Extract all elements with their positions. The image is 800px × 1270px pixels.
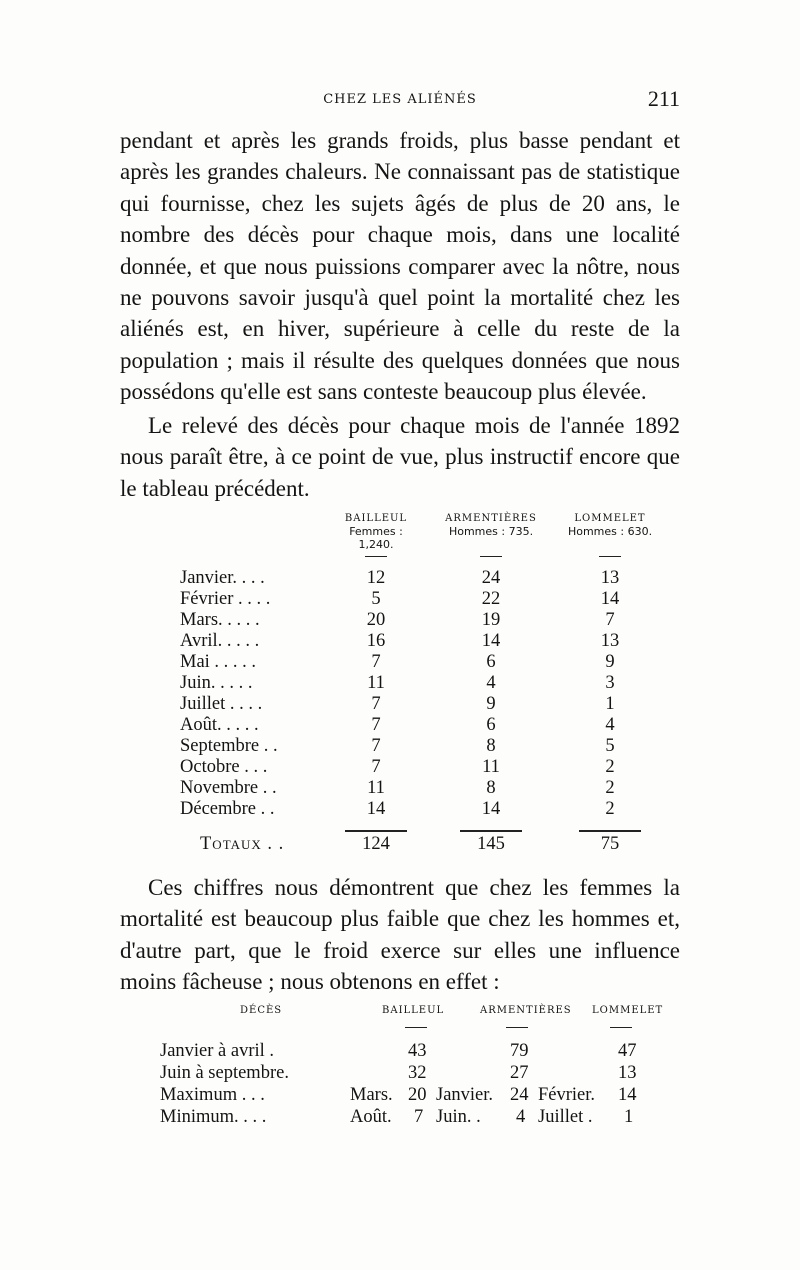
cell-armentieres: 11 [482,757,500,777]
cell-lommelet: 2 [605,757,615,777]
column-population: Hommes : 630. [567,525,653,538]
running-title: CHEZ LES ALIÉNÉS [323,92,477,107]
cell-lommelet: 4 [605,715,615,735]
minimum-row [160,1106,680,1128]
summary-row [160,1062,680,1084]
cell-bailleul: 16 [366,631,386,651]
cell-armentieres: 24 [481,568,501,588]
cell-armentieres: 6 [486,652,496,672]
month-bailleul: Août. [350,1107,392,1127]
table-row [170,778,650,799]
header-lommelet: LOMMELET [592,1005,664,1016]
cell-armentieres: 79 [510,1041,529,1061]
month-label: Avril. . . . . [180,631,260,651]
header-dash [365,556,387,557]
header-dash [506,1027,528,1028]
month-label: Mars. . . . . [180,610,260,630]
table-row [170,652,650,673]
column-header-bailleul [340,512,412,551]
table-row [170,631,650,652]
cell-bailleul: 7 [414,1107,424,1127]
totals-rule [460,830,522,832]
column-header-lommelet [562,512,658,538]
cell-bailleul: 12 [366,568,386,588]
month-armentieres: Janvier. [436,1085,494,1105]
total-lommelet: 75 [600,834,620,854]
cell-armentieres: 24 [510,1085,529,1105]
cell-bailleul: 7 [371,652,381,672]
column-population: Femmes : 1,240. [349,525,403,551]
cell-lommelet: 1 [605,694,615,714]
month-label: Février . . . . [180,589,271,609]
cell-lommelet: 13 [600,568,620,588]
month-bailleul: Mars. [350,1085,393,1105]
cell-bailleul: 20 [408,1085,427,1105]
cell-armentieres: 6 [486,715,496,735]
paragraph-text: Le relevé des décès pour chaque mois de l'année 1892 nous paraît être, à ce point de vue, plus instructif encore que le tableau précédent. [120,413,680,501]
cell-bailleul: 5 [371,589,381,609]
total-bailleul: 124 [362,834,390,854]
header-dash [599,556,621,557]
table-row [170,694,650,715]
table-row [170,715,650,736]
header-armentieres: ARMENTIÈRES [480,1005,572,1016]
paragraph-text: pendant et après les grands froids, plus basse pendant et après les grandes chaleurs. Ne connaissant pas de statistique qui fournisse, chez les sujets âgés de plus de 20 ans, le nombre des décès pour chaque mois, dans une localité donnée, et que nous puissions comparer avec la nôtre, nous ne pouvons savoir jusqu'à quel point la mortalité chez les aliénés est, en hiver, supérieure à celle du reste de la population ; mais il résulte des quelques données que nous possédons qu'elle est sans conteste beaucoup plus élevée. [120,128,680,405]
summary-row [160,1040,680,1062]
cell-armentieres: 19 [481,610,501,630]
header-dash [405,1027,427,1028]
month-armentieres: Juin. . [436,1107,481,1127]
cell-armentieres: 22 [481,589,501,609]
cell-bailleul: 20 [366,610,386,630]
cell-lommelet: 5 [605,736,615,756]
cell-lommelet: 1 [624,1107,634,1127]
cell-bailleul: 32 [408,1063,427,1083]
cell-bailleul: 11 [367,673,385,693]
cell-lommelet: 14 [600,589,620,609]
cell-armentieres: 8 [486,778,496,798]
table-row [170,610,650,631]
month-label: Juin. . . . . [180,673,253,693]
cell-lommelet: 13 [618,1063,637,1083]
month-label: Mai . . . . . [180,652,257,672]
cell-lommelet: 2 [605,799,615,819]
month-label: Décembre . . [180,799,275,819]
row-label: Minimum. . . . [160,1107,267,1127]
column-name: ARMENTIÈRES [445,513,537,524]
cell-lommelet: 2 [605,778,615,798]
paragraph-text: Ces chiffres nous démontrent que chez les femmes la mortalité est beaucoup plus faible que chez les hommes et, d'autre part, que le froid exerce sur elles une influence moins fâcheuse ; nous obtenons en effet : [120,875,680,995]
header-dash [480,556,502,557]
cell-bailleul: 14 [366,799,386,819]
paragraph-2 [120,410,680,504]
header-bailleul: BAILLEUL [382,1005,445,1016]
maximum-row [160,1084,680,1106]
totals-row [170,834,650,858]
column-header-armentieres [440,512,542,538]
cell-lommelet: 7 [605,610,615,630]
column-name: BAILLEUL [344,513,408,524]
month-label: Octobre . . . [180,757,268,777]
running-head [120,86,680,118]
cell-lommelet: 3 [605,673,615,693]
cell-bailleul: 7 [371,736,381,756]
cell-armentieres: 4 [486,673,496,693]
table-row [170,736,650,757]
table-row [170,568,650,589]
header-deces: DÉCÈS [240,1005,283,1016]
month-label: Janvier. . . . [180,568,265,588]
table-row [170,589,650,610]
month-lommelet: Juillet . [538,1107,593,1127]
cell-armentieres: 27 [510,1063,529,1083]
paragraph-3 [120,872,680,998]
cell-bailleul: 43 [408,1041,427,1061]
totals-label: Totaux . . [200,834,285,854]
column-name: LOMMELET [574,513,646,524]
month-lommelet: Février. [538,1085,596,1105]
cell-bailleul: 7 [371,694,381,714]
cell-armentieres: 9 [486,694,496,714]
totals-rule [579,830,641,832]
column-population: Hommes : 735. [448,525,534,538]
cell-bailleul: 11 [367,778,385,798]
cell-armentieres: 4 [516,1107,526,1127]
table-row [170,757,650,778]
cell-armentieres: 14 [481,799,501,819]
table-row [170,799,650,820]
page-number: 211 [647,86,680,111]
month-label: Juillet . . . . [180,694,263,714]
cell-bailleul: 7 [371,715,381,735]
totals-rule [345,830,407,832]
header-dash [610,1027,632,1028]
month-label: Novembre . . [180,778,277,798]
cell-lommelet: 9 [605,652,615,672]
cell-armentieres: 14 [481,631,501,651]
table-row [170,673,650,694]
cell-lommelet: 14 [618,1085,637,1105]
cell-bailleul: 7 [371,757,381,777]
month-label: Septembre . . [180,736,278,756]
paragraph-1 [120,125,680,408]
month-label: Août. . . . . [180,715,259,735]
cell-lommelet: 47 [618,1041,637,1061]
cell-lommelet: 13 [600,631,620,651]
cell-armentieres: 8 [486,736,496,756]
row-label: Maximum . . . [160,1085,265,1105]
total-armentieres: 145 [477,834,505,854]
row-label: Juin à septembre. [160,1063,289,1083]
row-label: Janvier à avril . [160,1041,275,1061]
